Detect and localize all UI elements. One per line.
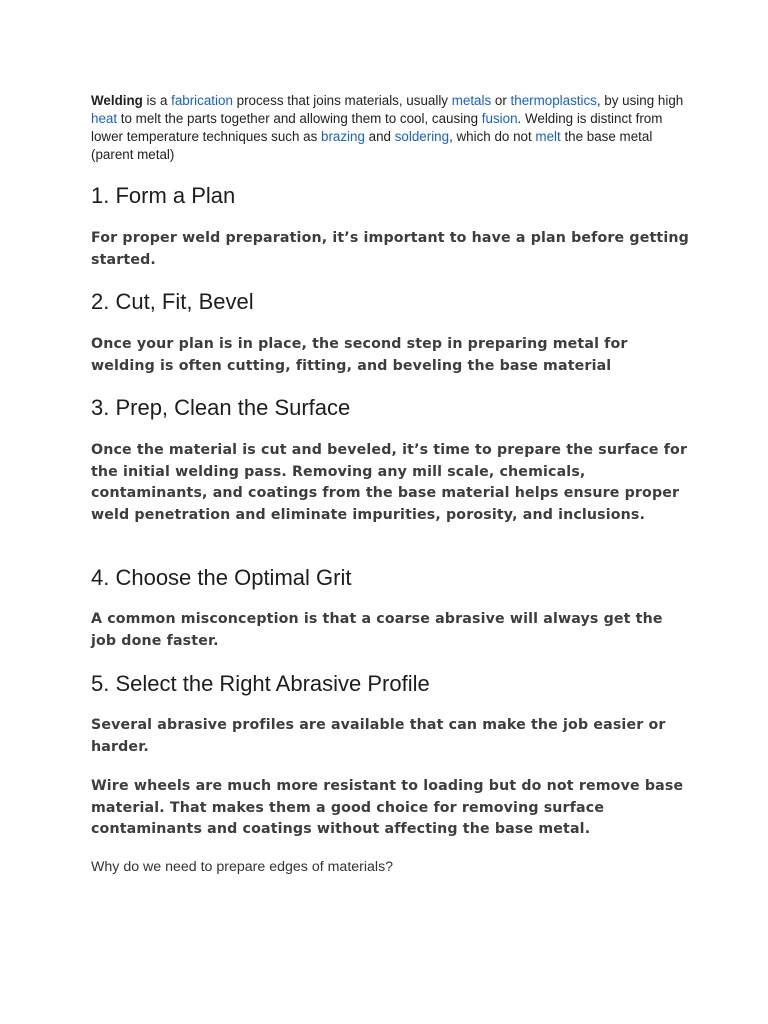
section-5-paragraph-1: Several abrasive profiles are available that can make the job easier or harder. bbox=[91, 717, 666, 755]
intro-term-welding: Welding bbox=[91, 93, 143, 108]
link-fabrication[interactable]: fabrication bbox=[171, 93, 233, 108]
section-2-paragraph: Once your plan is in place, the second step in preparing metal for welding is often cutting, fitting, and beveling the base material bbox=[91, 336, 628, 374]
link-heat[interactable]: heat bbox=[91, 111, 118, 126]
section-3-paragraph: Once the material is cut and beveled, it’s time to prepare the surface for the initial welding pass. Removing any mill scale, chemicals, contaminants, and coatings from the base material helps ensure proper weld penetration and eliminate impurities, porosity, and inclusions. bbox=[91, 442, 688, 523]
section-5-paragraph-2: Wire wheels are much more resistant to loading but do not remove base material. That makes them a good choice for removing surface contaminants and coatings without affecting the base metal. bbox=[91, 778, 684, 837]
intro-paragraph: Welding is a fabrication process that joins materials, usually metals or thermoplastics, by using high heat to melt the parts together and allowing them to cool, causing fusion. Welding is distinct from lower temperature techniques such as brazing and soldering, which do not melt the base metal (parent metal) bbox=[91, 93, 684, 162]
section-3-heading: 3. Prep, Clean the Surface bbox=[91, 395, 351, 420]
closing-question: Why do we need to prepare edges of materials? bbox=[91, 859, 394, 875]
link-brazing[interactable]: brazing bbox=[321, 129, 365, 144]
section-1-paragraph: For proper weld preparation, it’s important to have a plan before getting started. bbox=[91, 230, 689, 268]
link-thermoplastics[interactable]: thermoplastics bbox=[510, 93, 597, 108]
section-1-heading: 1. Form a Plan bbox=[91, 183, 236, 208]
section-2-heading: 2. Cut, Fit, Bevel bbox=[91, 289, 254, 314]
section-4-heading: 4. Choose the Optimal Grit bbox=[91, 565, 352, 590]
link-soldering[interactable]: soldering bbox=[394, 129, 450, 144]
link-fusion[interactable]: fusion bbox=[481, 111, 518, 126]
link-metals[interactable]: metals bbox=[451, 93, 492, 108]
section-4-paragraph: A common misconception is that a coarse abrasive will always get the job done faster. bbox=[91, 611, 663, 649]
link-melt[interactable]: melt bbox=[535, 129, 561, 144]
section-5-heading: 5. Select the Right Abrasive Profile bbox=[91, 671, 430, 696]
